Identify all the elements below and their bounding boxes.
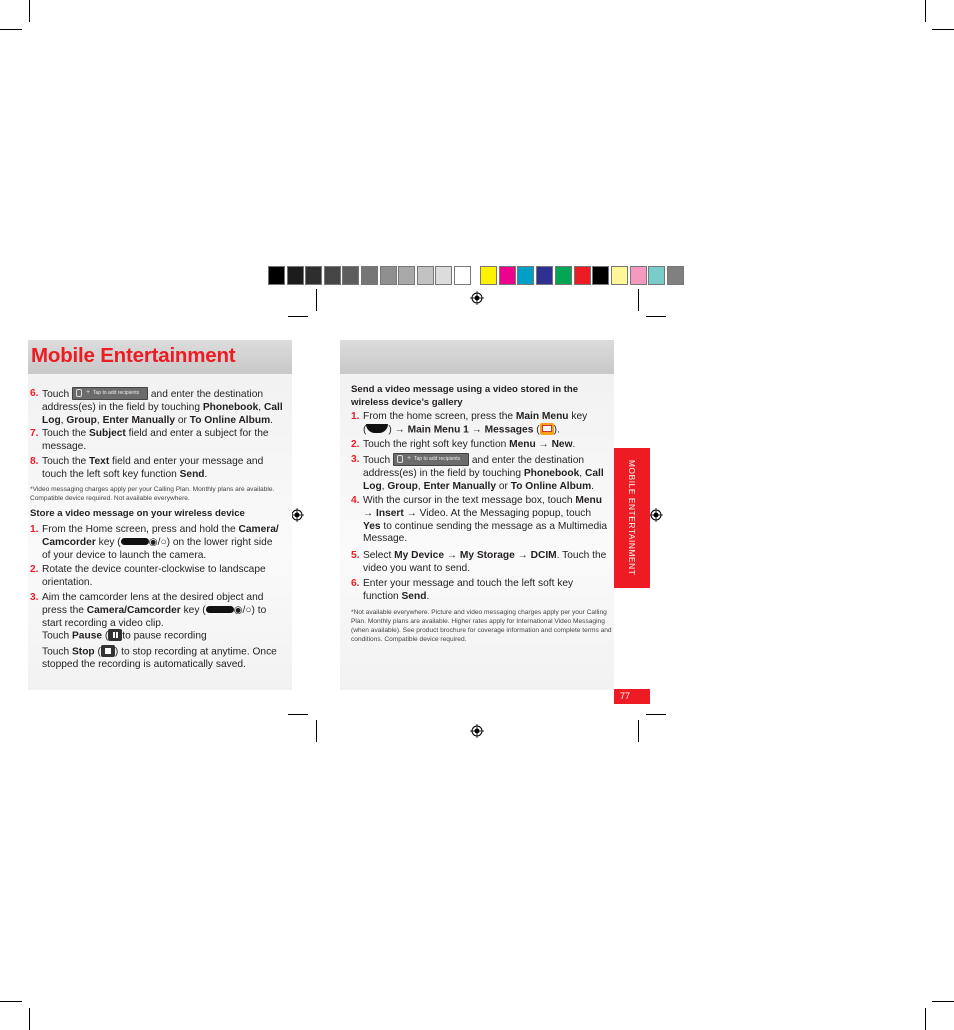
step-text: Rotate the device counter-clockwise to landscape orientation. — [42, 564, 266, 588]
color-swatch — [480, 266, 497, 285]
footnote: *Video messaging charges apply per your Calling Plan. Monthly plans are available. Compatible device required. Not available everywhere. — [30, 486, 275, 502]
step-text: Select My Device → My Storage → DCIM. Touch the video you want to send. — [363, 550, 607, 574]
footnote: *Not available everywhere. Picture and video messaging charges apply per your Calling Plan. Monthly plans are available. Higher rates apply for International Video Messaging (when available). See product brochure for coverage information and complete terms and conditions. Compatible device required. — [351, 609, 612, 643]
crop-mark — [29, 0, 30, 22]
camera-key-icon — [206, 606, 234, 613]
camera-camcorder-icon: ◉/○ — [233, 604, 252, 616]
color-swatch — [611, 266, 628, 285]
registration-mark-icon — [470, 724, 484, 738]
step-number: 3. — [351, 454, 360, 465]
step-number: 2. — [30, 564, 39, 575]
crop-mark — [638, 289, 639, 311]
step-number: 2. — [351, 439, 360, 450]
color-swatch — [361, 266, 378, 285]
pause-icon — [108, 629, 122, 641]
color-swatch — [648, 266, 665, 285]
step-text: Aim the camcorder lens at the desired object and press the Camera/Camcorder key ( ◉/○) to start recording a video clip. Touch Pause ( to pause recording — [42, 592, 267, 643]
crop-mark — [316, 720, 317, 742]
color-swatch — [536, 266, 553, 285]
camera-camcorder-icon: ◉/○ — [148, 536, 167, 548]
step-text: Touch the Subject field and enter a subject for the message. — [42, 428, 269, 452]
crop-mark — [646, 714, 666, 715]
color-swatch — [454, 266, 471, 285]
page-number: 77 — [614, 689, 650, 704]
crop-mark — [0, 1001, 22, 1002]
main-menu-key-icon — [366, 424, 388, 433]
crop-mark — [932, 29, 954, 30]
step-number: 7. — [30, 428, 39, 439]
step-text: Touch the Text field and enter your message and touch the left soft key function Send. — [42, 456, 264, 480]
color-swatch — [287, 266, 304, 285]
tap-to-add-recipients-button: + Tap to add recipients — [393, 453, 469, 466]
page-title: Mobile Entertainment — [31, 344, 236, 367]
crop-mark — [288, 316, 308, 317]
color-swatch — [667, 266, 684, 285]
tap-to-add-recipients-button: + Tap to add recipients — [72, 387, 148, 400]
step-text: Touch the right soft key function Menu → New. — [363, 439, 576, 450]
color-swatch — [435, 266, 452, 285]
color-swatch — [324, 266, 341, 285]
step-number: 3. — [30, 592, 39, 603]
crop-mark — [316, 289, 317, 311]
step-number: 6. — [30, 388, 39, 399]
color-swatch — [517, 266, 534, 285]
step-text: Touch Stop ( ) to stop recording at anytime. Once stopped the recording is automatically saved. — [42, 646, 277, 671]
crop-mark — [925, 1008, 926, 1030]
person-icon — [76, 389, 82, 397]
step-number: 5. — [351, 550, 360, 561]
plus-icon: + — [407, 455, 412, 462]
section-heading: Send a video message using a video stored in the wireless device’s gallery — [351, 384, 579, 408]
step-text: Touch + Tap to add recipients and enter the destination address(es) in the field by touching Phonebook, Call Log, Group, Enter Manually or To Online Album. — [42, 389, 283, 426]
color-swatch — [592, 266, 609, 285]
camera-key-icon — [121, 538, 149, 545]
color-swatch — [380, 266, 397, 285]
color-swatch — [417, 266, 434, 285]
step-text: From the Home screen, press and hold the Camera/ Camcorder key ( ◉/○) on the lower right side of your device to launch the camera. — [42, 524, 279, 561]
color-swatch — [574, 266, 591, 285]
crop-mark — [925, 0, 926, 22]
side-tab-label: MOBILE ENTERTAINMENT — [627, 460, 637, 576]
registration-mark-icon — [290, 508, 304, 522]
messages-icon — [540, 423, 554, 435]
step-number: 6. — [351, 578, 360, 589]
registration-mark-icon — [649, 508, 663, 522]
plus-icon: + — [86, 389, 91, 396]
registration-mark-icon — [470, 291, 484, 305]
right-panel-header — [340, 340, 614, 374]
color-swatch — [630, 266, 647, 285]
color-swatch — [268, 266, 285, 285]
crop-mark — [0, 29, 22, 30]
person-icon — [397, 455, 403, 463]
step-text: With the cursor in the text message box, touch Menu → Insert → Video. At the Messaging popup, touch Yes to continue sending the message as a Multimedia Message. — [363, 495, 608, 545]
color-swatch — [398, 266, 415, 285]
crop-mark — [646, 316, 666, 317]
section-heading: Store a video message on your wireless device — [30, 508, 245, 519]
color-swatch — [305, 266, 322, 285]
color-swatch — [342, 266, 359, 285]
step-number: 1. — [30, 524, 39, 535]
crop-mark — [932, 1001, 954, 1002]
step-text: Enter your message and touch the left soft key function Send. — [363, 578, 574, 602]
step-number: 8. — [30, 456, 39, 467]
step-number: 1. — [351, 411, 360, 422]
crop-mark — [638, 720, 639, 742]
step-number: 4. — [351, 495, 360, 506]
step-text: Touch + Tap to add recipients and enter the destination address(es) in the field by touching Phonebook, Call Log, Group, Enter Manually or To Online Album. — [363, 455, 604, 492]
crop-mark — [29, 1008, 30, 1030]
stop-icon — [101, 645, 115, 657]
crop-mark — [288, 714, 308, 715]
color-swatch — [499, 266, 516, 285]
color-swatch — [555, 266, 572, 285]
step-text: From the home screen, press the Main Menu key ( ) → Main Menu 1 → Messages ( ). — [363, 411, 588, 436]
